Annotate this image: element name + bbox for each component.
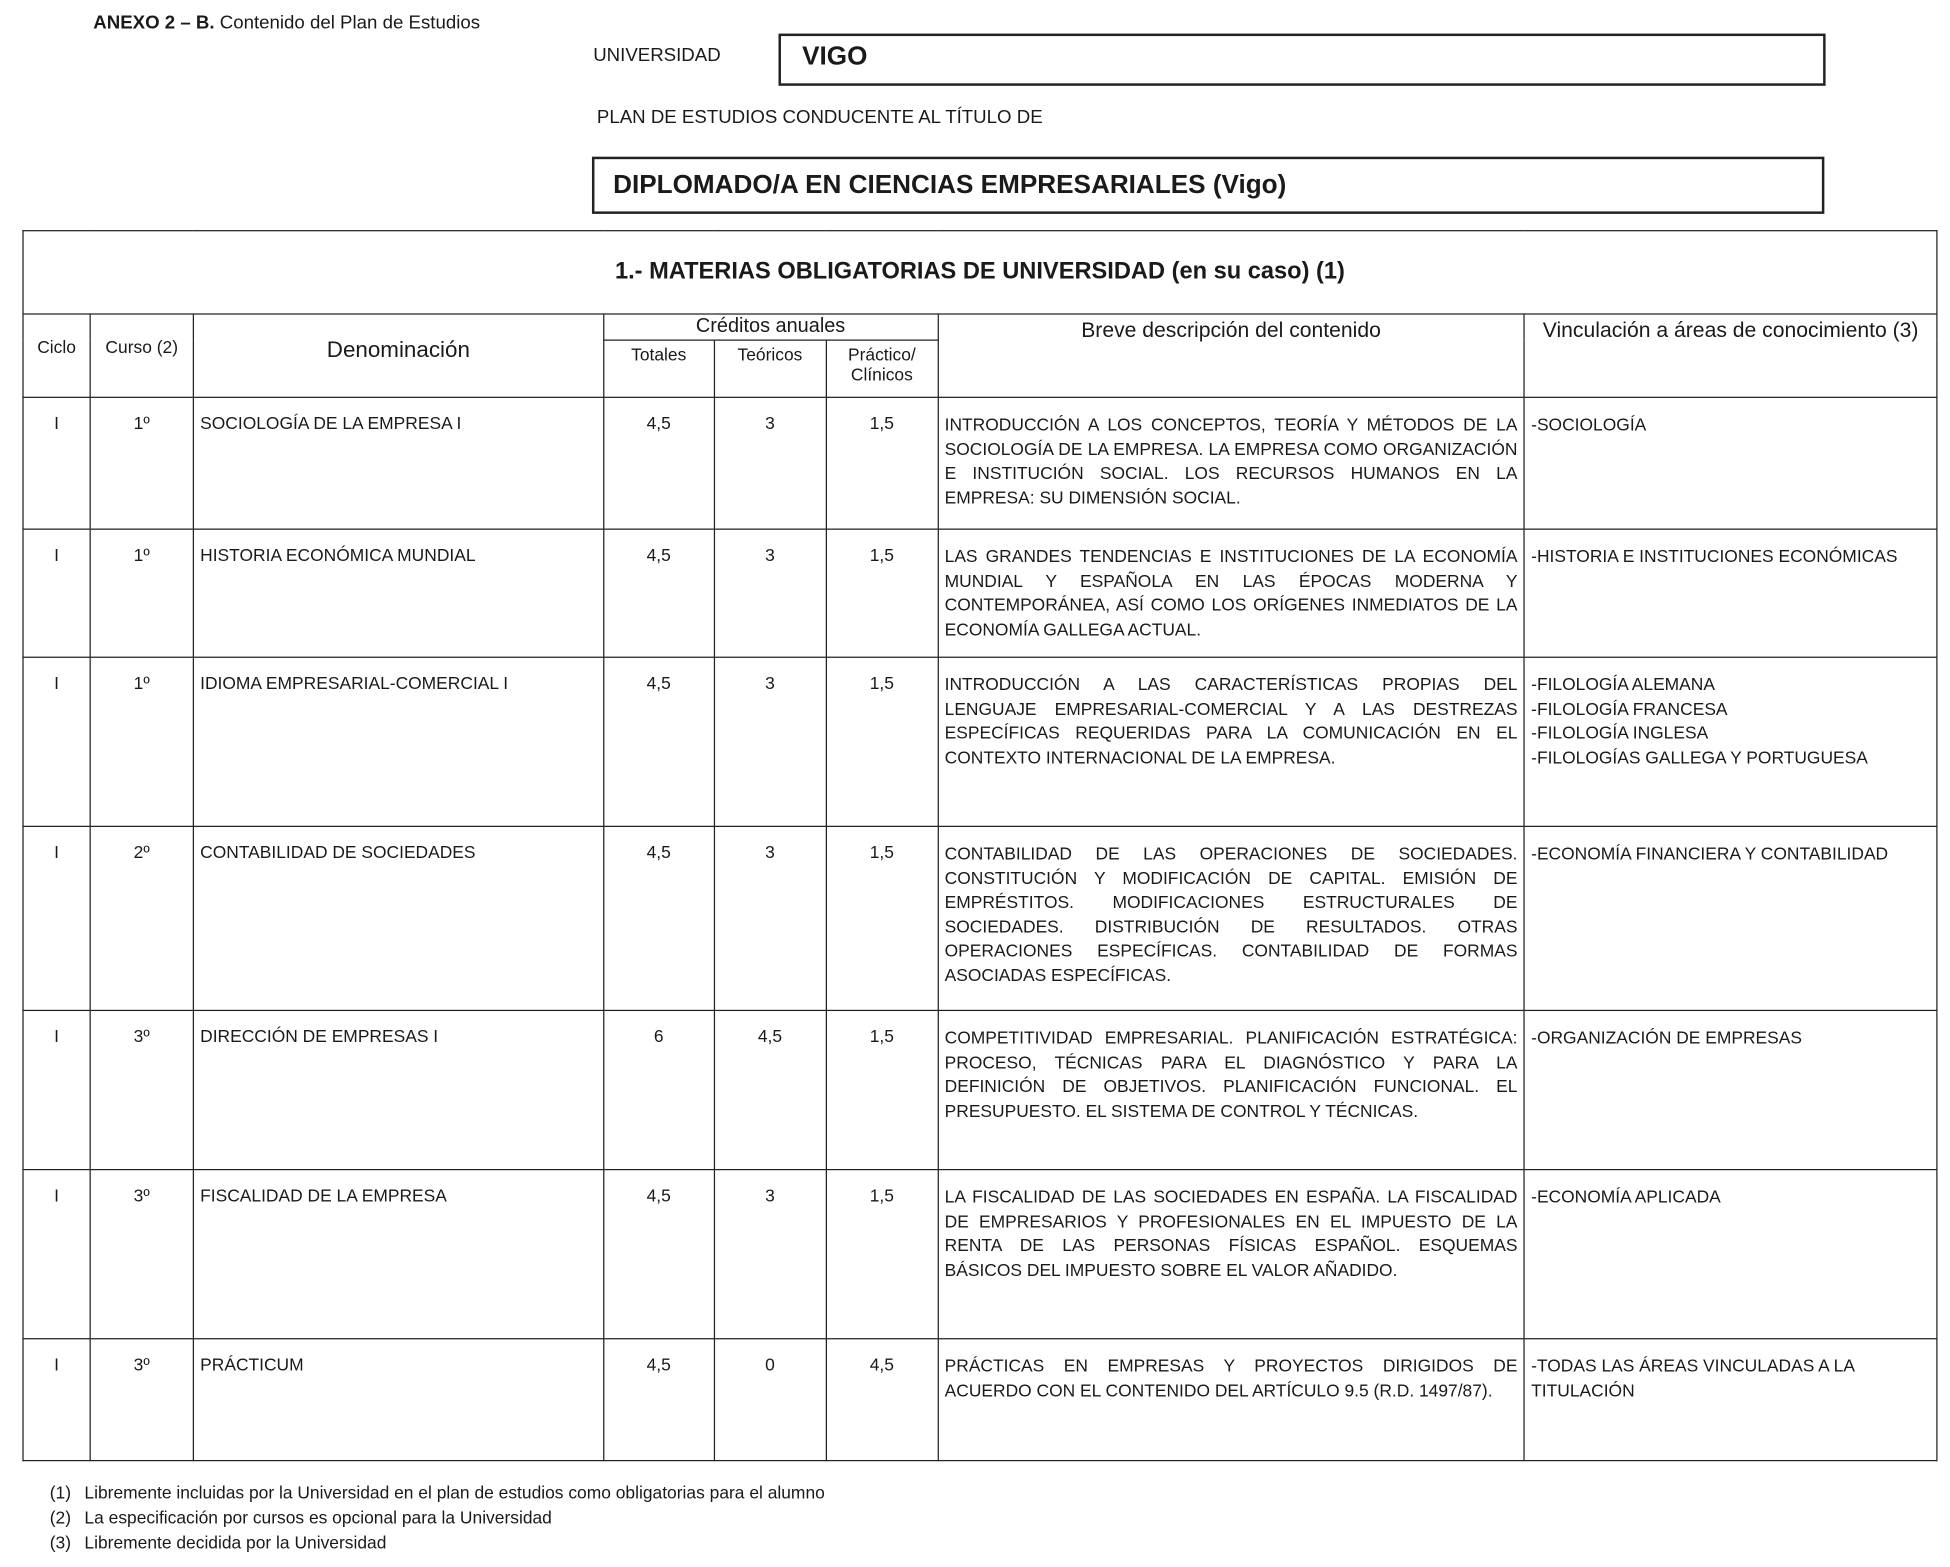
section-title: 1.- MATERIAS OBLIGATORIAS DE UNIVERSIDAD (en su caso) (1)	[23, 231, 1937, 314]
knowledge-areas: -FILOLOGÍA ALEMANA -FILOLOGÍA FRANCESA -FILOLOGÍA INGLESA -FILOLOGÍAS GALLEGA Y PORTUGUESA	[1524, 657, 1937, 826]
annex-heading	[93, 12, 480, 33]
table-row	[23, 1170, 1937, 1339]
table-row	[23, 1010, 1937, 1169]
ciclo-cell: I	[23, 826, 90, 1010]
curso-cell: 3º	[90, 1010, 193, 1169]
knowledge-areas: -HISTORIA E INSTITUCIONES ECONÓMICAS	[1524, 529, 1937, 657]
col-denominacion: Denominación	[193, 314, 603, 397]
annex-number: ANEXO 2 – B.	[93, 12, 215, 34]
col-teoricos: Teóricos	[714, 340, 826, 397]
credits-practice: 4,5	[826, 1339, 938, 1461]
annex-title: Contenido del Plan de Estudios	[219, 12, 481, 34]
ciclo-cell: I	[23, 529, 90, 657]
credits-practice: 1,5	[826, 1010, 938, 1169]
credits-practice: 1,5	[826, 1170, 938, 1339]
degree-title: DIPLOMADO/A EN CIENCIAS EMPRESARIALES (Vigo)	[613, 170, 1287, 199]
subject-name: PRÁCTICUM	[193, 1339, 603, 1461]
degree-box	[592, 157, 1824, 214]
footnote-number: (1)	[49, 1482, 72, 1503]
knowledge-areas: -ECONOMÍA APLICADA	[1524, 1170, 1937, 1339]
knowledge-areas: -TODAS LAS ÁREAS VINCULADAS A LA TITULACIÓN	[1524, 1339, 1937, 1461]
col-curso: Curso (2)	[90, 314, 193, 397]
footnote-number: (3)	[49, 1532, 72, 1553]
col-creditos: Créditos anuales	[603, 314, 937, 340]
credits-total: 6	[603, 1010, 714, 1169]
curso-cell: 1º	[90, 657, 193, 826]
content-description: CONTABILIDAD DE LAS OPERACIONES DE SOCIEDADES. CONSTITUCIÓN Y MODIFICACIÓN DE CAPITAL. EMISIÓN DE EMPRÉSTITOS. MODIFICACIONES ESTRUCTURALES DE SOCIEDADES. DISTRIBUCIÓN DE RESULTADOS. OTRAS OPERACIONES ESPECÍFICAS. CONTABILIDAD DE FORMAS ASOCIADAS ESPECÍFICAS.	[938, 826, 1525, 1010]
subject-name: SOCIOLOGÍA DE LA EMPRESA I	[193, 397, 603, 529]
credits-theory: 3	[714, 657, 826, 826]
university-name: VIGO	[802, 42, 868, 71]
curso-cell: 1º	[90, 529, 193, 657]
content-description: COMPETITIVIDAD EMPRESARIAL. PLANIFICACIÓN ESTRATÉGICA: PROCESO, TÉCNICAS PARA EL DIAGNÓSTICO Y PARA LA DEFINICIÓN DE OBJETIVOS. PLANIFICACIÓN FUNCIONAL. EL PRESUPUESTO. EL SISTEMA DE CONTROL Y TÉCNICAS.	[938, 1010, 1525, 1169]
footnote-number: (2)	[49, 1507, 72, 1528]
credits-theory: 4,5	[714, 1010, 826, 1169]
col-totales: Totales	[603, 340, 714, 397]
ciclo-cell: I	[23, 397, 90, 529]
credits-theory: 3	[714, 826, 826, 1010]
table-row	[23, 1339, 1937, 1461]
curso-cell: 3º	[90, 1170, 193, 1339]
table-row	[23, 826, 1937, 1010]
table-row	[23, 529, 1937, 657]
table-row	[23, 397, 1937, 529]
footnote-text: La especificación por cursos es opcional para la Universidad	[84, 1507, 552, 1528]
curso-cell: 2º	[90, 826, 193, 1010]
col-practicos: Práctico/ Clínicos	[826, 340, 938, 397]
footnote	[50, 1482, 825, 1502]
ciclo-cell: I	[23, 1010, 90, 1169]
credits-practice: 1,5	[826, 529, 938, 657]
footnote	[50, 1532, 387, 1552]
curso-cell: 1º	[90, 397, 193, 529]
subject-name: FISCALIDAD DE LA EMPRESA	[193, 1170, 603, 1339]
col-ciclo: Ciclo	[23, 314, 90, 397]
credits-practice: 1,5	[826, 397, 938, 529]
plan-label: PLAN DE ESTUDIOS CONDUCENTE AL TÍTULO DE	[596, 106, 1043, 129]
credits-practice: 1,5	[826, 657, 938, 826]
credits-total: 4,5	[603, 657, 714, 826]
ciclo-cell: I	[23, 1170, 90, 1339]
subject-name: CONTABILIDAD DE SOCIEDADES	[193, 826, 603, 1010]
content-description: LA FISCALIDAD DE LAS SOCIEDADES EN ESPAÑA. LA FISCALIDAD DE EMPRESARIOS Y PROFESIONALES EN EL IMPUESTO DE LA RENTA DE LAS PERSONAS FÍSICAS ESPAÑOL. ESQUEMAS BÁSICOS DEL IMPUESTO SOBRE EL VALOR AÑADIDO.	[938, 1170, 1525, 1339]
credits-theory: 0	[714, 1339, 826, 1461]
footnote-text: Libremente decidida por la Universidad	[84, 1532, 387, 1553]
subjects-table	[22, 230, 1937, 1461]
credits-practice: 1,5	[826, 826, 938, 1010]
content-description: INTRODUCCIÓN A LAS CARACTERÍSTICAS PROPIAS DEL LENGUAJE EMPRESARIAL-COMERCIAL Y A LAS DESTREZAS ESPECÍFICAS REQUERIDAS PARA LA COMUNICACIÓN EN EL CONTEXTO INTERNACIONAL DE LA EMPRESA.	[938, 657, 1525, 826]
footnote-text: Libremente incluidas por la Universidad en el plan de estudios como obligatorias para el alumno	[84, 1482, 825, 1503]
knowledge-areas: -SOCIOLOGÍA	[1524, 397, 1937, 529]
university-label: UNIVERSIDAD	[593, 44, 721, 66]
subject-name: IDIOMA EMPRESARIAL-COMERCIAL I	[193, 657, 603, 826]
content-description: LAS GRANDES TENDENCIAS E INSTITUCIONES DE LA ECONOMÍA MUNDIAL Y ESPAÑOLA EN LAS ÉPOCAS MODERNA Y CONTEMPORÁNEA, ASÍ COMO LOS ORÍGENES INMEDIATOS DE LA ECONOMÍA GALLEGA ACTUAL.	[938, 529, 1525, 657]
col-vinculacion: Vinculación a áreas de conocimiento (3)	[1524, 314, 1937, 397]
credits-total: 4,5	[603, 397, 714, 529]
university-box	[778, 34, 1825, 86]
ciclo-cell: I	[23, 1339, 90, 1461]
credits-theory: 3	[714, 397, 826, 529]
content-description: INTRODUCCIÓN A LOS CONCEPTOS, TEORÍA Y MÉTODOS DE LA SOCIOLOGÍA DE LA EMPRESA. LA EMPRESA COMO ORGANIZACIÓN E INSTITUCIÓN SOCIAL. LOS RECURSOS HUMANOS EN LA EMPRESA: SU DIMENSIÓN SOCIAL.	[938, 397, 1525, 529]
credits-total: 4,5	[603, 1339, 714, 1461]
knowledge-areas: -ECONOMÍA FINANCIERA Y CONTABILIDAD	[1524, 826, 1937, 1010]
footnote	[50, 1507, 552, 1527]
credits-total: 4,5	[603, 1170, 714, 1339]
credits-total: 4,5	[603, 529, 714, 657]
credits-total: 4,5	[603, 826, 714, 1010]
subject-name: DIRECCIÓN DE EMPRESAS I	[193, 1010, 603, 1169]
col-descripcion: Breve descripción del contenido	[938, 314, 1525, 397]
curso-cell: 3º	[90, 1339, 193, 1461]
content-description: PRÁCTICAS EN EMPRESAS Y PROYECTOS DIRIGIDOS DE ACUERDO CON EL CONTENIDO DEL ARTÍCULO 9.5 (R.D. 1497/87).	[938, 1339, 1525, 1461]
credits-theory: 3	[714, 1170, 826, 1339]
knowledge-areas: -ORGANIZACIÓN DE EMPRESAS	[1524, 1010, 1937, 1169]
subject-name: HISTORIA ECONÓMICA MUNDIAL	[193, 529, 603, 657]
credits-theory: 3	[714, 529, 826, 657]
ciclo-cell: I	[23, 657, 90, 826]
table-row	[23, 657, 1937, 826]
